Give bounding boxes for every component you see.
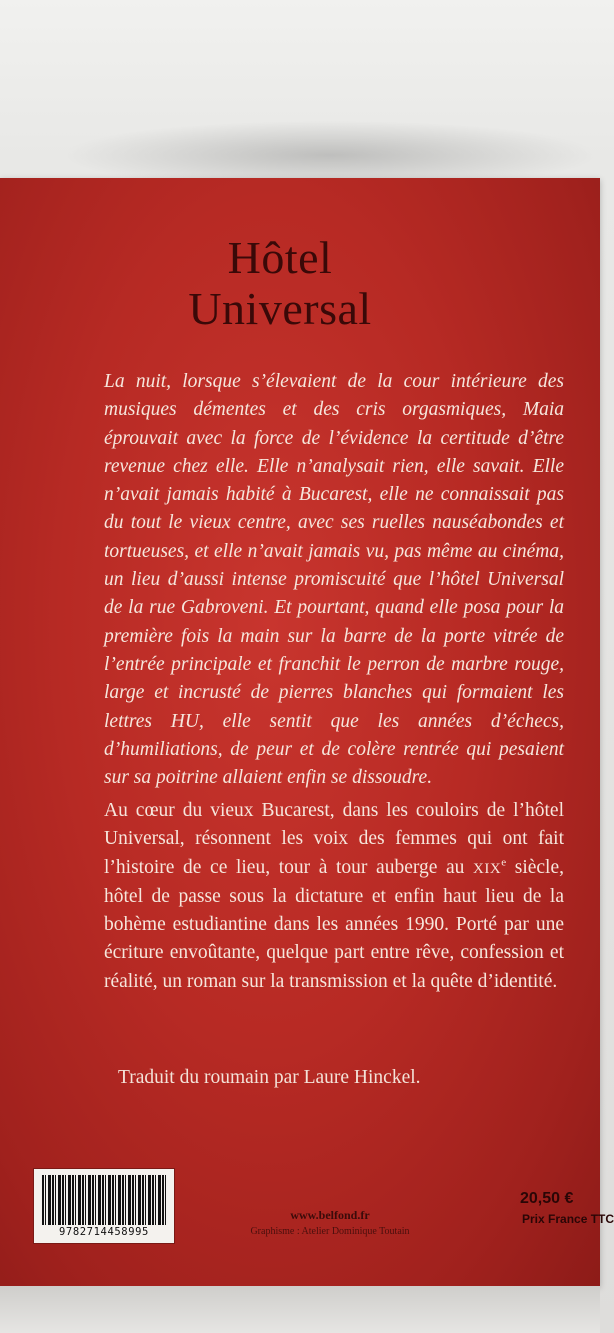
translator-credit: Traduit du roumain par Laure Hinckel. [118,1067,421,1088]
isbn-number: 9782714458995 [59,1226,149,1238]
design-credits: Graphisme : Atelier Dominique Toutain [250,1226,410,1237]
excerpt-paragraph: La nuit, lorsque s’élevaient de la cour intérieure des musiques démentes et des cris orgasmiques, Maia éprouvait avec la force de l’évidence la certitude d’être revenue chez elle. Elle n’analysait rien, elle savait. Elle n’avait jamais habité à Bucarest, elle ne connaissait pas du tout le vieux centre, avec ses ruelles nauséabondes et tortueuses, et elle n’avait jamais vu, pas même au cinéma, un lieu d’aussi intense promiscuité que l’hôtel Universal de la rue Gabroveni. Et pourtant, quand elle posa pour la première fois la main sur la barre de la porte vitrée de l’entrée principale et franchit le perron de marbre rouge, large et incrusté de pierres blanches qui formaient les lettres HU, elle sentit que les années d’échecs, d’humiliations, de peur et de colère rentrée qui pesaient sur sa poitrine allaient enfin se dissoudre. [104,371,564,789]
barcode [33,1168,175,1244]
publisher-website: www.belfond.fr [290,1208,370,1222]
book-title-line-1: Hôtel [227,232,333,283]
price: 20,50 € [520,1190,574,1207]
table-surface [0,1286,600,1333]
century-numeral: XIX [473,860,502,877]
price-label: Prix France TTC [522,1212,614,1226]
century-superscript: e [501,856,507,869]
book-title-line-2: Universal [188,283,372,334]
summary-paragraph [104,797,564,996]
summary-part-1: Au cœur du vieux Bucarest, dans les couloirs de l’hôtel Universal, résonnent les voix des femmes qui ont fait l’histoire de ce lieu, tour à tour auberge au [104,800,564,878]
summary-part-2: siècle, hôtel de passe sous la dictature et enfin haut lieu de la bohème estudiantine dans les années 1990. Porté par une écriture envoûtante, quelque part entre rêve, confession et réalité, un roman sur la transmission et la quête d’identité. [104,856,564,992]
barcode-bars [42,1175,166,1225]
